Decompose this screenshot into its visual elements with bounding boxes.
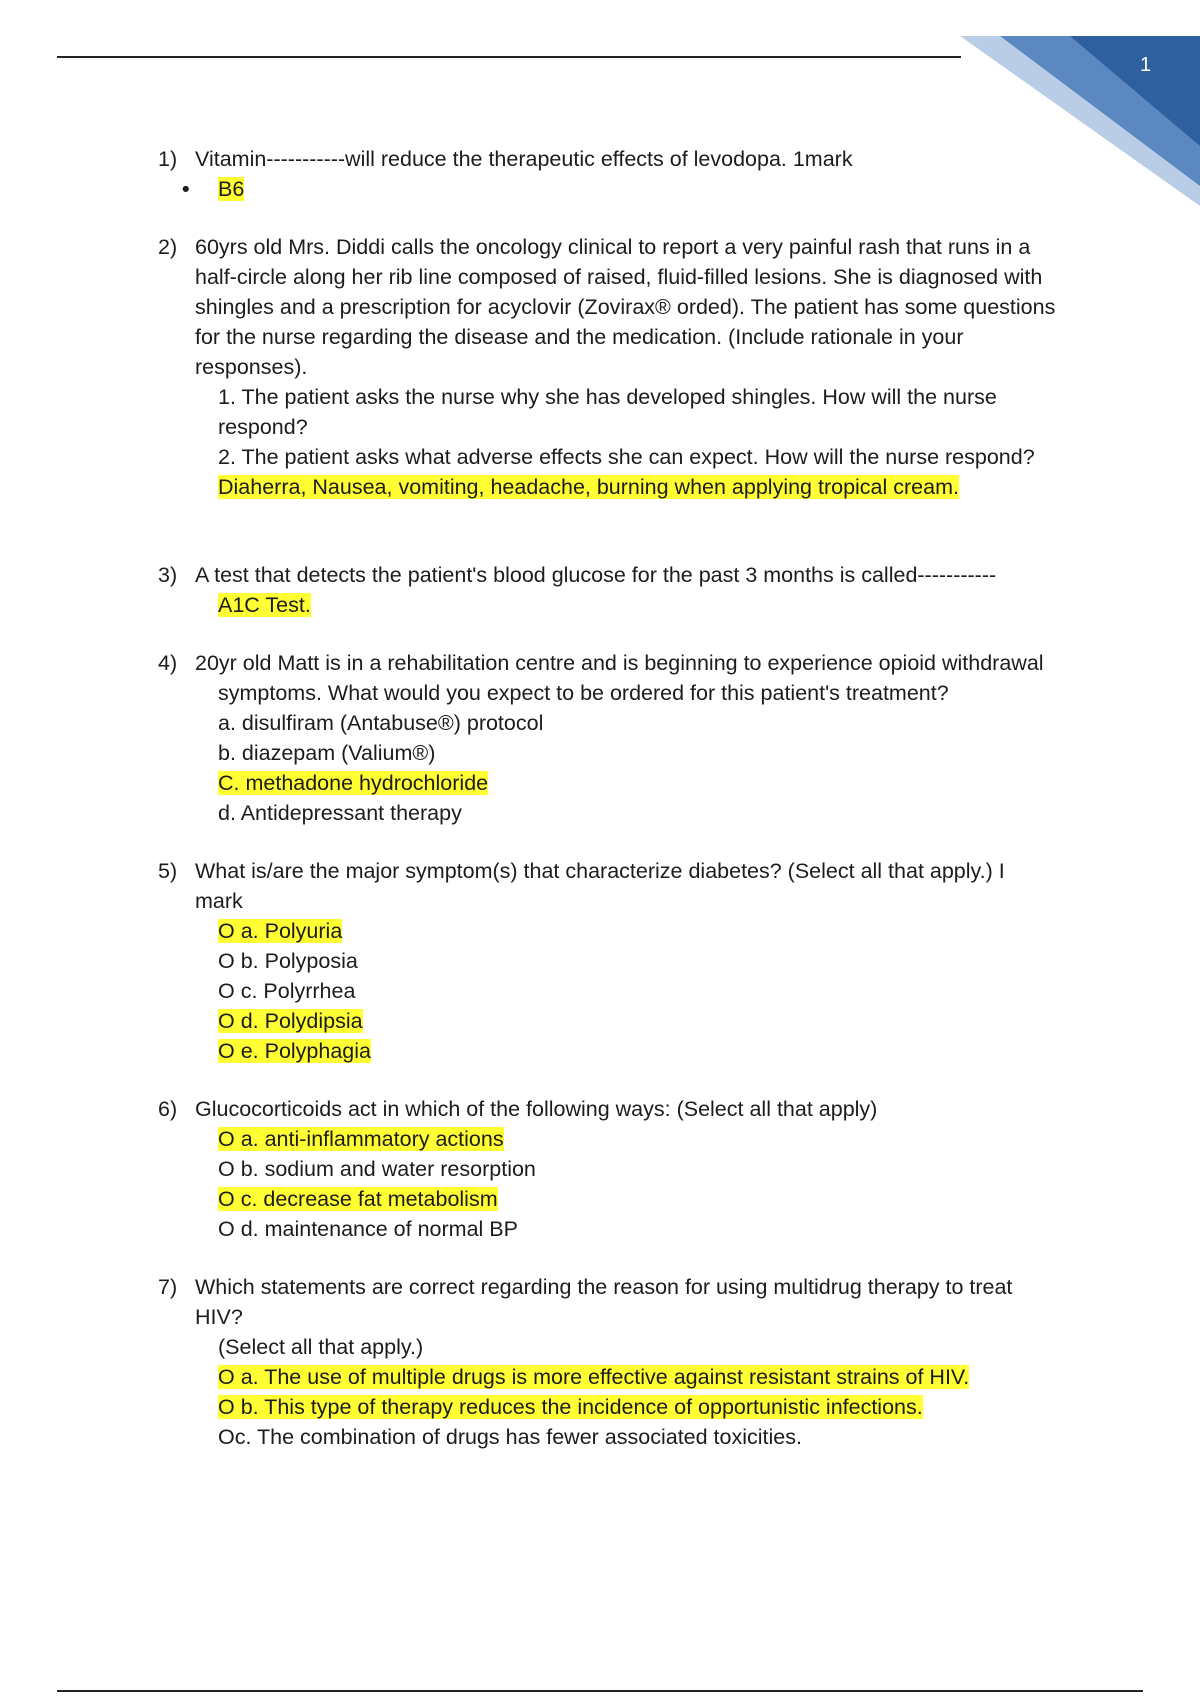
question-2 bbox=[158, 232, 1098, 502]
answer-highlight: O a. anti-inflammatory actions bbox=[218, 1127, 504, 1151]
question-line: responses). bbox=[195, 355, 308, 379]
question-number: 7) bbox=[158, 1275, 178, 1299]
answer-highlight: O b. This type of therapy reduces the incidence of opportunistic infections. bbox=[218, 1395, 923, 1419]
question-number: 5) bbox=[158, 859, 178, 883]
bullet-icon: • bbox=[182, 177, 190, 201]
question-number: 2) bbox=[158, 235, 178, 259]
question-number: 1) bbox=[158, 147, 178, 171]
answer bbox=[195, 590, 1098, 620]
header-rule bbox=[57, 56, 961, 58]
question-line: half-circle along her rib line composed of raised, fluid-filled lesions. She is diagnosed with bbox=[195, 265, 1043, 289]
question-3 bbox=[158, 560, 1098, 620]
question-7 bbox=[158, 1272, 1098, 1452]
option-b bbox=[195, 1392, 1098, 1422]
option-b: O b. Polyposia bbox=[218, 949, 358, 973]
answer-highlight: A1C Test. bbox=[218, 593, 311, 617]
option-c: Oc. The combination of drugs has fewer associated toxicities. bbox=[218, 1425, 802, 1449]
question-4 bbox=[158, 648, 1098, 828]
question-number: 3) bbox=[158, 563, 178, 587]
option-c bbox=[195, 1184, 1098, 1214]
option-a bbox=[195, 1362, 1098, 1392]
question-1 bbox=[158, 144, 1098, 174]
option-e bbox=[195, 1036, 1098, 1066]
sub-question-line: 1. The patient asks the nurse why she has developed shingles. How will the nurse bbox=[218, 385, 997, 409]
answer-highlight: C. methadone hydrochloride bbox=[218, 771, 489, 795]
question-text: Glucocorticoids act in which of the following ways: (Select all that apply) bbox=[195, 1097, 878, 1121]
page-number: 1 bbox=[1140, 54, 1152, 76]
question-line: symptoms. What would you expect to be ordered for this patient's treatment? bbox=[218, 681, 949, 705]
answer-highlight: Diaherra, Nausea, vomiting, headache, burning when applying tropical cream. bbox=[218, 475, 959, 499]
option-a bbox=[195, 1124, 1098, 1154]
option-d: O d. maintenance of normal BP bbox=[218, 1217, 518, 1241]
option-a: a. disulfiram (Antabuse®) protocol bbox=[218, 711, 544, 735]
question-6 bbox=[158, 1094, 1098, 1244]
question-5 bbox=[158, 856, 1098, 1066]
question-line: HIV? bbox=[195, 1305, 243, 1329]
sub-question-1 bbox=[195, 382, 1098, 442]
question-line: 60yrs old Mrs. Diddi calls the oncology clinical to report a very painful rash that runs in a bbox=[195, 235, 1031, 259]
option-d: d. Antidepressant therapy bbox=[218, 801, 462, 825]
option-c: O c. Polyrrhea bbox=[218, 979, 356, 1003]
answer-highlight: B6 bbox=[218, 177, 245, 201]
option-d bbox=[195, 1006, 1098, 1036]
question-line: 20yr old Matt is in a rehabilitation centre and is beginning to experience opioid withdrawal bbox=[195, 651, 1044, 675]
question-instruction: (Select all that apply.) bbox=[218, 1335, 424, 1359]
question-line: for the nurse regarding the disease and the medication. (Include rationale in your bbox=[195, 325, 964, 349]
answer-highlight: O c. decrease fat metabolism bbox=[218, 1187, 498, 1211]
answer-highlight: O d. Polydipsia bbox=[218, 1009, 363, 1033]
option-c bbox=[195, 768, 1098, 798]
footer-rule bbox=[57, 1690, 1143, 1692]
question-line: mark bbox=[195, 889, 243, 913]
question-list bbox=[158, 144, 1098, 1452]
answer-highlight: O a. Polyuria bbox=[218, 919, 343, 943]
question-text: A test that detects the patient's blood glucose for the past 3 months is called----------- bbox=[195, 563, 997, 587]
sub-question-line: respond? bbox=[218, 415, 308, 439]
answer-highlight: O a. The use of multiple drugs is more effective against resistant strains of HIV. bbox=[218, 1365, 970, 1389]
question-line: shingles and a prescription for acyclovir (Zovirax® orded). The patient has some questions bbox=[195, 295, 1056, 319]
answer-bullet bbox=[158, 174, 1098, 204]
option-b: b. diazepam (Valium®) bbox=[218, 741, 436, 765]
question-number: 6) bbox=[158, 1097, 178, 1121]
answer bbox=[195, 472, 1098, 502]
question-line: What is/are the major symptom(s) that characterize diabetes? (Select all that apply.) I bbox=[195, 859, 1005, 883]
answer-highlight: O e. Polyphagia bbox=[218, 1039, 371, 1063]
question-line: Which statements are correct regarding the reason for using multidrug therapy to treat bbox=[195, 1275, 1013, 1299]
option-a bbox=[195, 916, 1098, 946]
question-text: Vitamin-----------will reduce the therapeutic effects of levodopa. 1mark bbox=[195, 147, 853, 171]
sub-question-2: 2. The patient asks what adverse effects she can expect. How will the nurse respond? bbox=[218, 445, 1035, 469]
option-b: O b. sodium and water resorption bbox=[218, 1157, 536, 1181]
question-number: 4) bbox=[158, 651, 178, 675]
